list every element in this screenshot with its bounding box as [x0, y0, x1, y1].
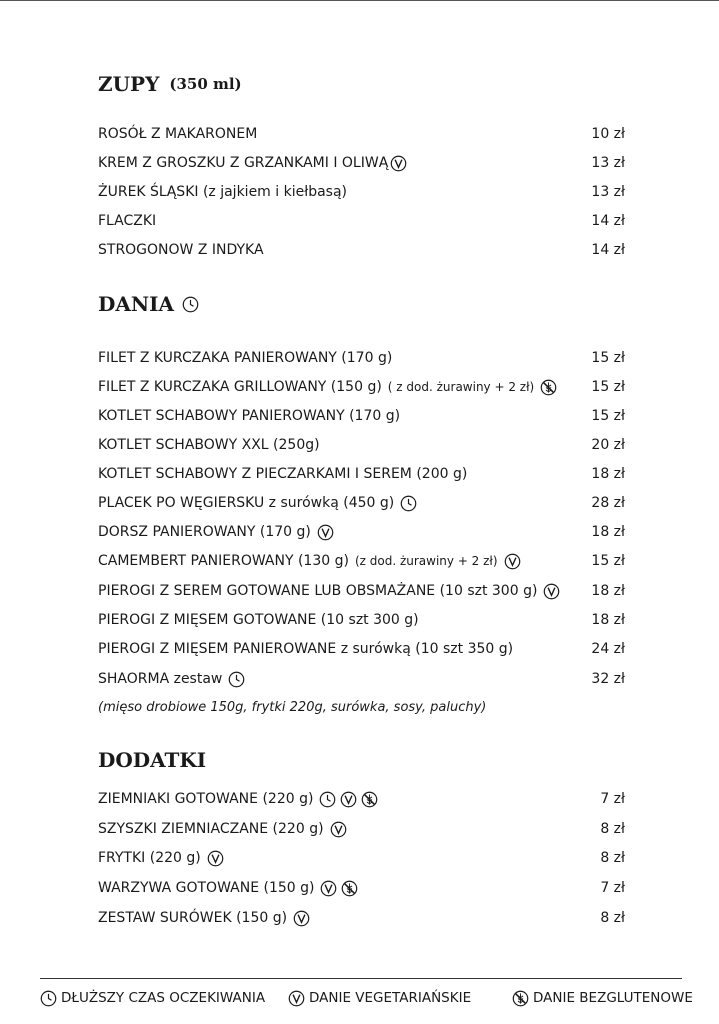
menu-item-name: DORSZ PANIEROWANY (170 g) — [98, 524, 311, 540]
menu-item-name: FRYTKI (220 g) — [98, 850, 201, 866]
menu-item — [98, 637, 625, 661]
menu-item-price: 8 zł — [600, 850, 625, 866]
menu-item — [98, 876, 625, 900]
section-subtitle: (350 ml) — [169, 75, 242, 93]
menu-item — [98, 846, 625, 870]
top-border — [0, 0, 719, 1]
menu-item-name: FILET Z KURCZAKA GRILLOWANY (150 g) — [98, 379, 382, 395]
menu-note: (mięso drobiowe 150g, frytki 220g, surówka, sosy, paluchy) — [98, 700, 487, 715]
menu-item-price: 13 zł — [591, 155, 625, 171]
legend-divider — [40, 978, 682, 979]
menu-item-name: STROGONOW Z INDYKA — [98, 242, 264, 258]
vegetarian-icon — [340, 791, 357, 808]
menu-item — [98, 209, 625, 233]
vegetarian-icon — [317, 524, 334, 541]
menu-item — [98, 787, 625, 811]
menu-item-price: 24 zł — [591, 641, 625, 657]
section-title-text: ZUPY — [98, 72, 160, 96]
legend-glutenfree-label: DANIE BEZGLUTENOWE — [533, 990, 693, 1006]
menu-item-name: KOTLET SCHABOWY PANIEROWANY (170 g) — [98, 408, 401, 424]
menu-item-price: 13 zł — [591, 184, 625, 200]
menu-item-price: 8 zł — [600, 910, 625, 926]
menu-item — [98, 151, 625, 175]
menu-item — [98, 608, 625, 632]
gluten-free-icon — [540, 379, 557, 396]
gluten-free-icon — [361, 791, 378, 808]
clock-icon — [40, 990, 57, 1007]
vegetarian-icon — [390, 155, 407, 172]
menu-item-name: PIEROGI Z MIĘSEM PANIEROWANE z surówką (10 szt 350 g) — [98, 641, 514, 657]
menu-item-price: 7 zł — [600, 791, 625, 807]
menu-item — [98, 433, 625, 457]
menu-item-name: CAMEMBERT PANIEROWANY (130 g) — [98, 553, 349, 569]
menu-item — [98, 180, 625, 204]
menu-item-name: ROSÓŁ Z MAKARONEM — [98, 126, 258, 142]
menu-item-extra: ( z dod. żurawiny + 2 zł) — [387, 380, 535, 394]
legend-wait — [40, 988, 265, 1008]
menu-item — [98, 375, 625, 399]
menu-item-price: 28 zł — [591, 495, 625, 511]
menu-item-price: 18 zł — [591, 612, 625, 628]
menu-item — [98, 238, 625, 262]
menu-item-name: ZESTAW SURÓWEK (150 g) — [98, 910, 288, 926]
vegetarian-icon — [330, 821, 347, 838]
vegetarian-icon — [320, 880, 337, 897]
menu-item — [98, 491, 625, 515]
legend-vege — [288, 988, 471, 1008]
menu-item-name: PIEROGI Z MIĘSEM GOTOWANE (10 szt 300 g) — [98, 612, 419, 628]
menu-item-name: ZIEMNIAKI GOTOWANE (220 g) — [98, 791, 314, 807]
clock-icon — [400, 495, 417, 512]
menu-item-price: 18 zł — [591, 583, 625, 599]
menu-item — [98, 520, 625, 544]
gluten-free-icon — [512, 990, 529, 1007]
menu-item-name: KOTLET SCHABOWY XXL (250g) — [98, 437, 320, 453]
menu-item-name: WARZYWA GOTOWANE (150 g) — [98, 880, 315, 896]
gluten-free-icon — [341, 880, 358, 897]
menu-item-price: 14 zł — [591, 242, 625, 258]
vegetarian-icon — [207, 850, 224, 867]
legend-wait-label: DŁUŻSZY CZAS OCZEKIWANIA — [61, 990, 266, 1006]
menu-item-name: FLACZKI — [98, 213, 157, 229]
menu-item-name: KOTLET SCHABOWY Z PIECZARKAMI I SEREM (200 g) — [98, 466, 468, 482]
menu-item-price: 15 zł — [591, 553, 625, 569]
menu-item-name: ŻUREK ŚLĄSKI (z jajkiem i kiełbasą) — [98, 184, 347, 200]
menu-item — [98, 906, 625, 930]
vegetarian-icon — [288, 990, 305, 1007]
menu-item — [98, 346, 625, 370]
menu-item-price: 14 zł — [591, 213, 625, 229]
menu-item — [98, 462, 625, 486]
menu-item-price: 32 zł — [591, 671, 625, 687]
menu-item-price: 15 zł — [591, 350, 625, 366]
menu-item-name: SZYSZKI ZIEMNIACZANE (220 g) — [98, 821, 324, 837]
menu-item-name: SHAORMA zestaw — [98, 671, 223, 687]
legend-vege-label: DANIE VEGETARIAŃSKIE — [309, 990, 472, 1006]
section-title-zupy — [98, 72, 242, 96]
section-title-dodatki — [98, 748, 206, 772]
vegetarian-icon — [543, 583, 560, 600]
section-title-text: DANIA — [98, 292, 175, 316]
menu-item — [98, 579, 625, 603]
menu-item — [98, 817, 625, 841]
menu-item — [98, 404, 625, 428]
menu-item-name: PIEROGI Z SEREM GOTOWANE LUB OBSMAŻANE (10 szt 300 g) — [98, 583, 538, 599]
menu-item-price: 7 zł — [600, 880, 625, 896]
menu-item-price: 15 zł — [591, 408, 625, 424]
menu-item — [98, 667, 625, 691]
menu-item — [98, 122, 625, 146]
vegetarian-icon — [504, 553, 521, 570]
menu-item-price: 18 zł — [591, 466, 625, 482]
legend-glutenfree — [512, 988, 693, 1008]
menu-item-price: 20 zł — [591, 437, 625, 453]
menu-item-name: PLACEK PO WĘGIERSKU z surówką (450 g) — [98, 495, 395, 511]
section-title-text: DODATKI — [98, 748, 207, 772]
clock-icon — [228, 671, 245, 688]
menu-item-name: FILET Z KURCZAKA PANIEROWANY (170 g) — [98, 350, 393, 366]
section-title-dania — [98, 292, 199, 316]
clock-icon — [182, 296, 199, 313]
vegetarian-icon — [293, 910, 310, 927]
menu-item-price: 8 zł — [600, 821, 625, 837]
menu-item — [98, 549, 625, 573]
menu-item-price: 18 zł — [591, 524, 625, 540]
menu-item-price: 10 zł — [591, 126, 625, 142]
menu-item-name: KREM Z GROSZKU Z GRZANKAMI I OLIWĄ — [98, 155, 389, 171]
menu-item-extra: (z dod. żurawiny + 2 zł) — [354, 554, 498, 568]
clock-icon — [319, 791, 336, 808]
menu-item-price: 15 zł — [591, 379, 625, 395]
